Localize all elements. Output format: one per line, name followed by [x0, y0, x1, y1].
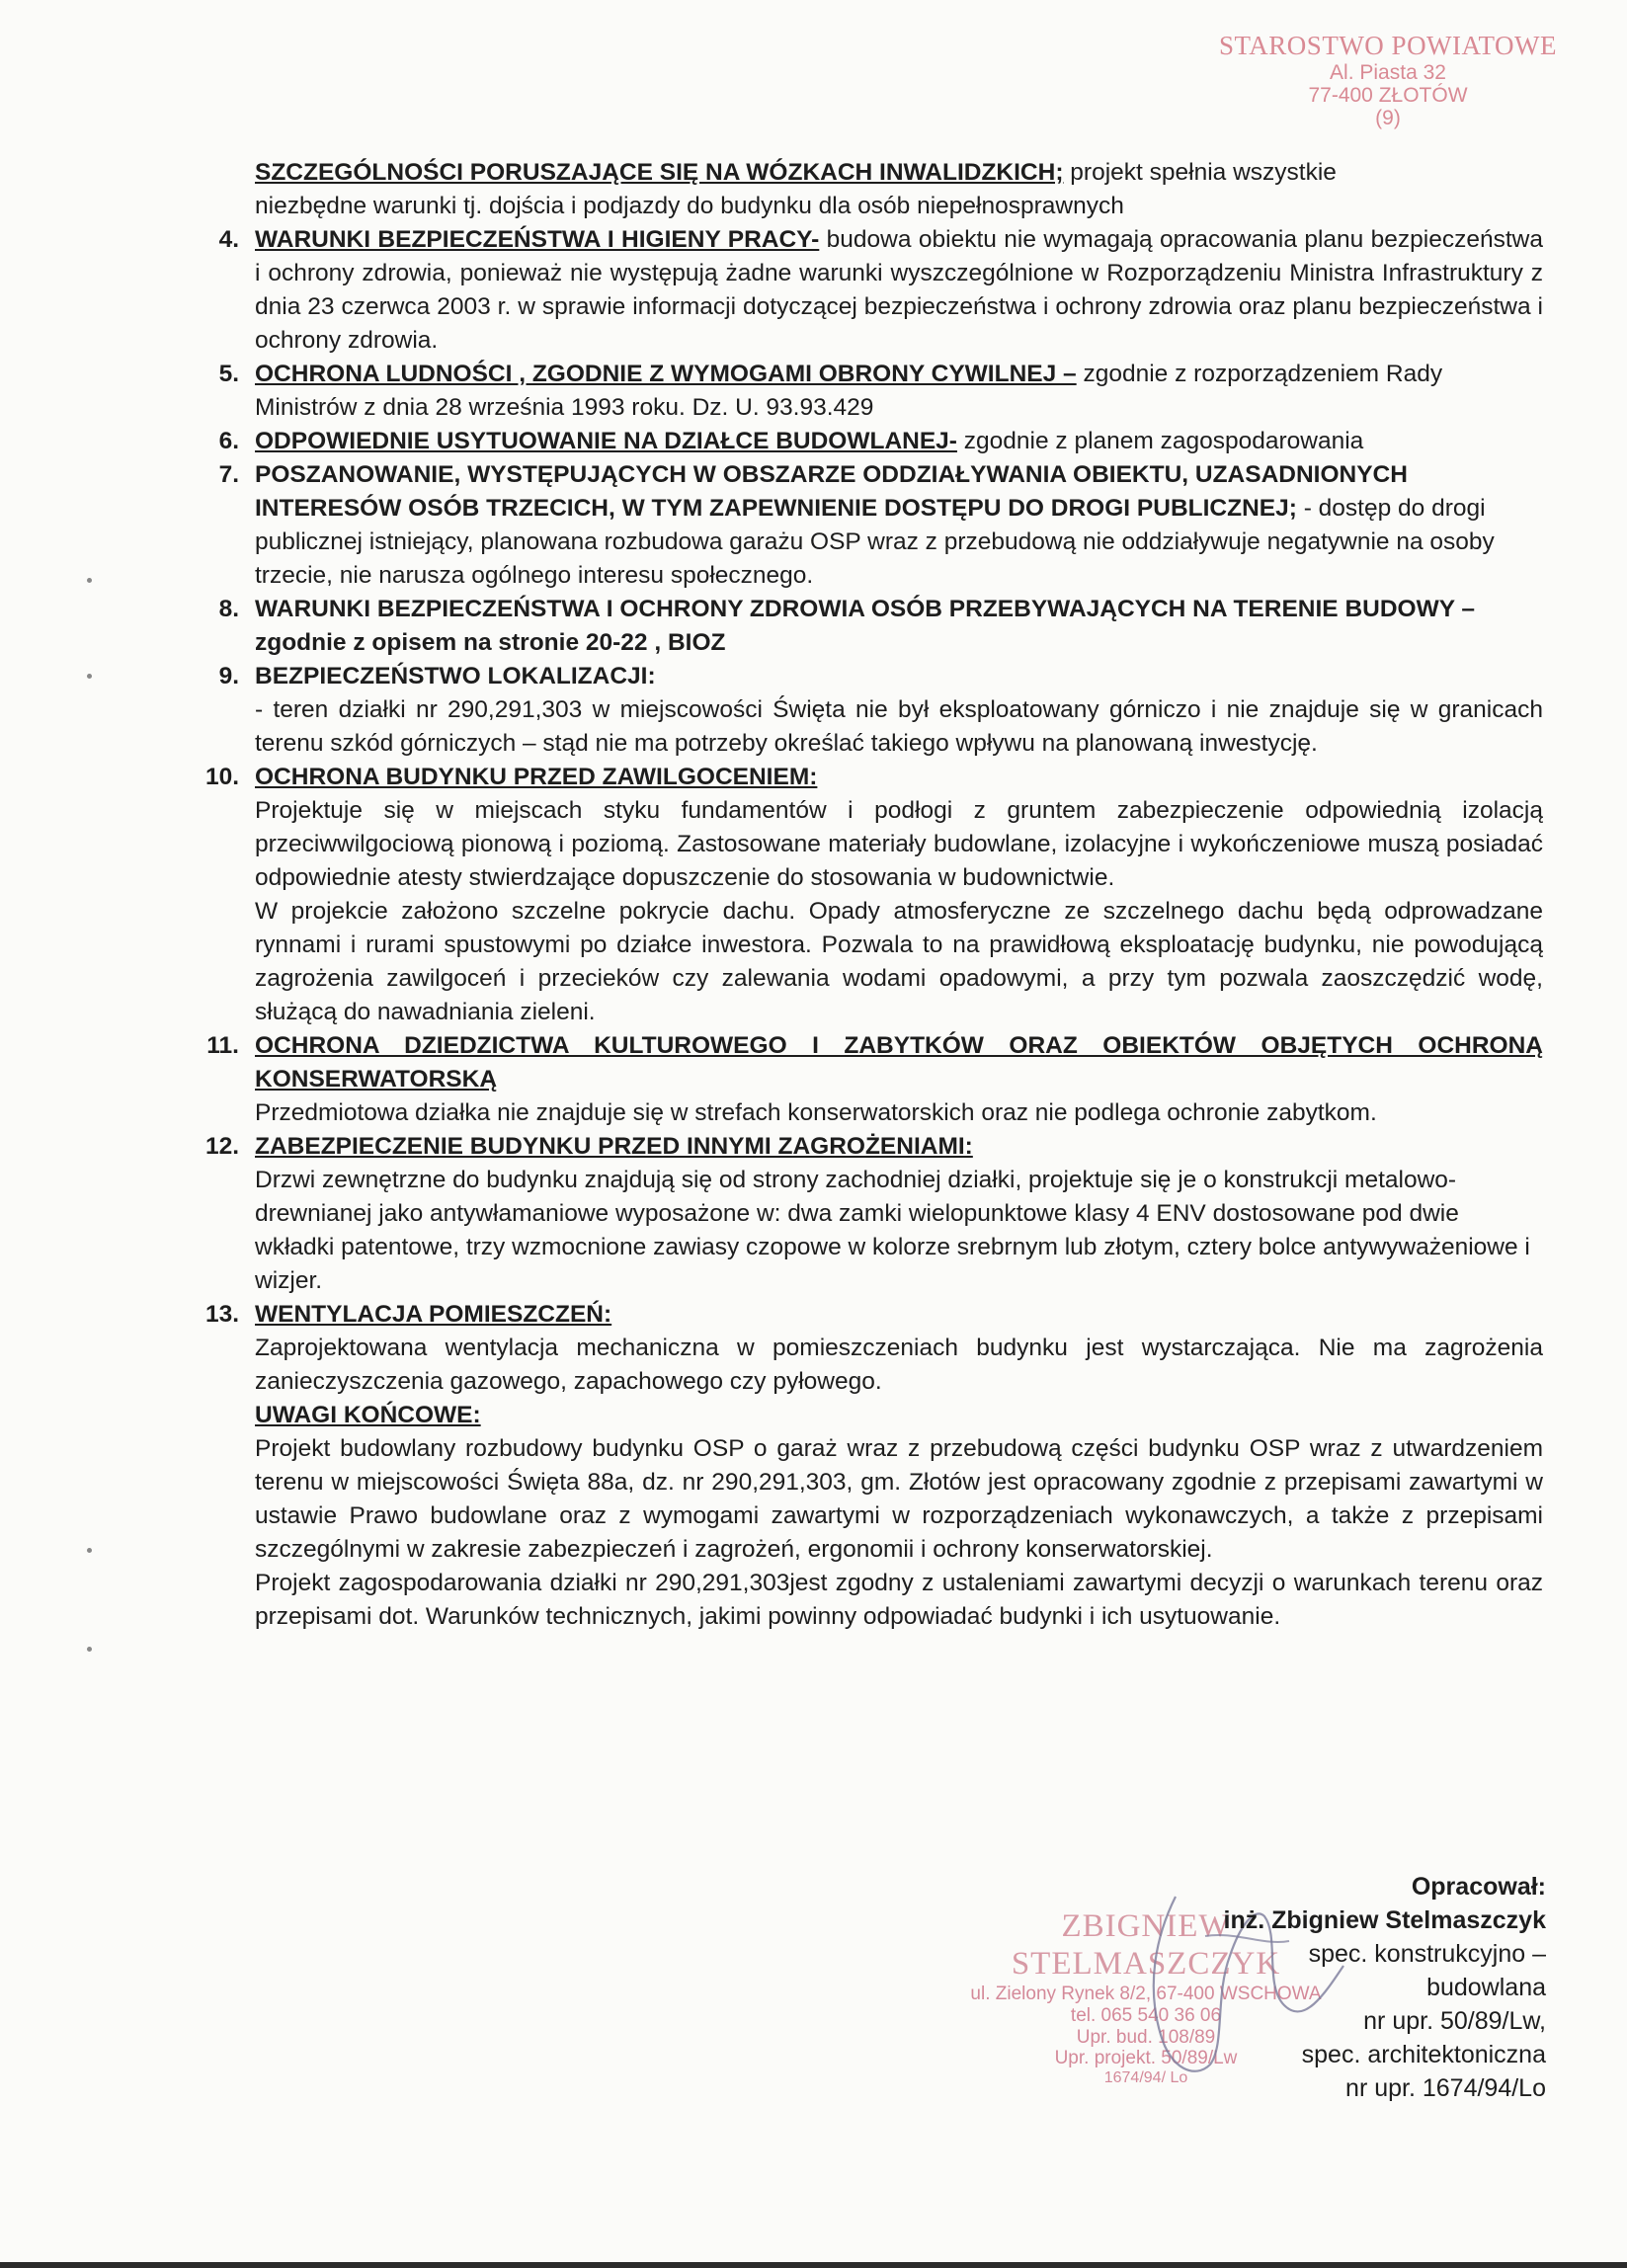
final-remarks-heading: UWAGI KOŃCOWE:	[255, 1402, 481, 1428]
author-qualification: spec. konstrukcyjno – budowlana	[1308, 1940, 1546, 2001]
section-paragraph: Projektuje się w miejscach styku fundamentów i podłogi z gruntem zabezpieczenie odpowiednią izolacją przeciwwilgociową pionową i poziomą. Zastosowane materiały budowlane, izolacyjne i wykończeniowe muszą posiadać odpowiednie atesty stwierdzające dopuszczenie do stosowania w budownictwie.	[255, 797, 1543, 891]
intro-paragraph	[239, 156, 1543, 223]
intro-text: projekt spełnia wszystkie	[1063, 159, 1337, 186]
section-heading: BEZPIECZEŃSTWO LOKALIZACJI:	[255, 663, 656, 689]
section-content	[255, 1029, 1543, 1130]
section-heading: POSZANOWANIE, WYSTĘPUJĄCYCH W OBSZARZE ODDZIAŁYWANIA OBIEKTU, UZASADNIONYCH INTERESÓW OSÓB TRZECICH, W TYM ZAPEWNIENIE DOSTĘPU DO DROGI PUBLICZNEJ;	[255, 461, 1408, 522]
section-9	[193, 660, 1543, 761]
stamp-permit: Upr. projekt. 50/89/Lw	[1054, 2048, 1238, 2069]
section-content	[255, 425, 1543, 458]
section-number: 8.	[218, 596, 239, 622]
section-8	[193, 593, 1543, 660]
section-content	[255, 1298, 1543, 1634]
section-5	[193, 358, 1543, 425]
section-10	[193, 761, 1543, 1029]
section-6	[193, 425, 1543, 458]
stamp-address: ul. Zielony Rynek 8/2, 67-400 WSCHOWA	[970, 1983, 1322, 2004]
section-heading: OCHRONA BUDYNKU PRZED ZAWILGOCENIEM:	[255, 764, 818, 790]
section-11	[193, 1029, 1543, 1130]
section-number: 10.	[204, 764, 239, 790]
intro-text: niezbędne warunki tj. dojścia i podjazdy do budynku dla osób niepełnosprawnych	[255, 193, 1124, 219]
intro-heading: SZCZEGÓLNOŚCI PORUSZAJĄCE SIĘ NA WÓZKACH INWALIDZKICH;	[255, 159, 1064, 186]
stamp-permit: Upr. bud. 108/89	[1076, 2026, 1216, 2048]
section-paragraph: Drzwi zewnętrzne do budynku znajdują się od strony zachodniej działki, projektuje się je o konstrukcji metalowo-drewnianej jako antywłamaniowe wyposażone w: dwa zamki wielopunktowe klasy 4 ENV dostosowane pod dwie wkładki patentowe, trzy wzmocnione zawiasy czopowe w kolorze srebrnym lub złotym, cztery bolce antywyważeniowe i wizjer.	[255, 1167, 1530, 1294]
section-number: 11.	[206, 1032, 239, 1059]
section-heading: WARUNKI BEZPIECZEŃSTWA I HIGIENY PRACY-	[255, 226, 820, 253]
punch-mark	[87, 578, 92, 583]
section-12	[193, 1130, 1543, 1298]
section-heading: WARUNKI BEZPIECZEŃSTWA I OCHRONY ZDROWIA OSÓB PRZEBYWAJĄCYCH NA TERENIE BUDOWY – zgodnie z opisem na stronie 20-22 , BIOZ	[255, 596, 1476, 656]
section-text: zgodnie z rozporządzeniem Rady Ministrów z dnia 28 września 1993 roku. Dz. U. 93.93.429	[255, 361, 1443, 421]
section-text: - dostęp do drogi publicznej istniejący, planowana rozbudowa garażu OSP wraz z przebudową nie oddziaływuje negatywnie na osoby trzecie, nie narusza ogólnego interesu społecznego.	[255, 495, 1495, 589]
section-number: 5.	[218, 361, 239, 387]
section-13	[193, 1298, 1543, 1634]
section-content	[255, 458, 1543, 593]
section-heading: ZABEZPIECZENIE BUDYNKU PRZED INNYMI ZAGROŻENIAMI:	[255, 1133, 973, 1160]
prepared-by-label: Opracował:	[1411, 1873, 1546, 1901]
section-content	[255, 761, 1543, 1029]
author-name: inż. Zbigniew Stelmaszczyk	[1223, 1906, 1546, 1934]
punch-mark	[87, 1548, 92, 1553]
stamp-phone: tel. 065 540 36 06	[1070, 2004, 1222, 2026]
punch-mark	[87, 674, 92, 679]
section-text: budowa obiektu nie wymagają opracowania planu bezpieczeństwa i ochrony zdrowia, ponieważ nie występują żadne warunki wyszczególnione w Rozporządzeniu Ministra Infrastruktury z dnia 23 czerwca 2003 r. w sprawie informacji dotyczącej bezpieczeństwa i ochrony zdrowia oraz planu bezpieczeństwa i ochrony zdrowia.	[255, 226, 1543, 354]
section-text: - teren działki nr 290,291,303 w miejscowości Święta nie był eksploatowany górniczo i nie znajduje się w granicach terenu szkód górniczych – stąd nie ma potrzeby określać takiego wpływu na planowaną inwestycję.	[255, 696, 1543, 757]
section-content	[255, 223, 1543, 358]
section-number: 9.	[218, 663, 239, 689]
section-text: zgodnie z planem zagospodarowania	[956, 428, 1364, 454]
section-content	[255, 1130, 1543, 1298]
section-paragraph: W projekcie założono szczelne pokrycie dachu. Opady atmosferyczne ze szczelnego dachu będą odprowadzane rynnami i rurami spustowymi po działce inwestora. Pozwala to na prawidłową eksploatację budynku, nie powodującą zagrożenia zawilgoceń i przecieków czy zalewania wodami opadowymi, a przy tym pozwala zaoszczędzić wodę, służącą do nawadniania zieleni.	[255, 898, 1543, 1025]
section-number: 6.	[218, 428, 239, 454]
stamp-line: STAROSTWO POWIATOWE	[1218, 31, 1558, 60]
section-content	[255, 660, 1543, 761]
section-heading: OCHRONA LUDNOŚCI , ZGODNIE Z WYMOGAMI OBRONY CYWILNEJ –	[255, 361, 1077, 387]
final-paragraph: Projekt zagospodarowania działki nr 290,291,303jest zgodny z ustaleniami zawartymi decyzji o warunkach terenu oraz przepisami dot. Warunków technicznych, jakimi powinny odpowiadać budynki i ich usytuowanie.	[255, 1570, 1543, 1630]
author-permit: nr upr. 50/89/Lw,	[1363, 2007, 1546, 2035]
stamp-line: (9)	[1375, 106, 1401, 129]
signature-block	[1185, 1870, 1546, 2105]
section-number: 13.	[204, 1301, 239, 1328]
final-paragraph: Projekt budowlany rozbudowy budynku OSP o garaż wraz z przebudową części budynku OSP wraz z utwardzeniem terenu w miejscowości Święta 88a, dz. nr 290,291,303, gm. Złotów jest opracowany zgodnie z przepisami zawartymi w ustawie Prawo budowlane oraz z wymogami zawartymi w rozporządzeniach wykonawczych, a także z przepisami szczególnymi w zakresie zabezpieczeń i zagrożeń, ergonomii i ochrony konserwatorskiej.	[255, 1435, 1543, 1563]
section-number: 12.	[204, 1133, 239, 1160]
stamp-line: Al. Piasta 32	[1330, 60, 1446, 84]
section-heading: WENTYLACJA POMIESZCZEŃ:	[255, 1301, 612, 1328]
section-heading: OCHRONA DZIEDZICTWA KULTUROWEGO I ZABYTKÓW ORAZ OBIEKTÓW OBJĘTYCH OCHRONĄ KONSERWATORSKĄ	[255, 1032, 1543, 1093]
section-heading: ODPOWIEDNIE USYTUOWANIE NA DZIAŁCE BUDOWLANEJ-	[255, 428, 957, 454]
section-4	[193, 223, 1543, 358]
section-7	[193, 458, 1543, 593]
section-content	[255, 593, 1543, 660]
author-permit: nr upr. 1674/94/Lo	[1345, 2074, 1546, 2102]
section-paragraph: Zaprojektowana wentylacja mechaniczna w pomieszczeniach budynku jest wystarczająca. Nie ma zagrożenia zanieczyszczenia gazowego, zapachowego czy pyłowego.	[255, 1335, 1543, 1395]
stamp-name: ZBIGNIEW STELMASZCZYK	[1011, 1908, 1281, 1982]
stamp-line: 77-400 ZŁOTÓW	[1308, 83, 1468, 107]
section-content	[255, 358, 1543, 425]
office-stamp	[1210, 32, 1566, 129]
scan-edge	[0, 2262, 1627, 2268]
author-qualification: spec. architektoniczna	[1301, 2041, 1546, 2068]
section-number: 7.	[218, 461, 239, 488]
document-body	[193, 156, 1543, 1634]
stamp-permit: 1674/94/ Lo	[1103, 2069, 1188, 2087]
section-paragraph: Przedmiotowa działka nie znajduje się w strefach konserwatorskich oraz nie podlega ochronie zabytkom.	[255, 1099, 1377, 1126]
section-number: 4.	[218, 226, 239, 253]
punch-mark	[87, 1647, 92, 1652]
